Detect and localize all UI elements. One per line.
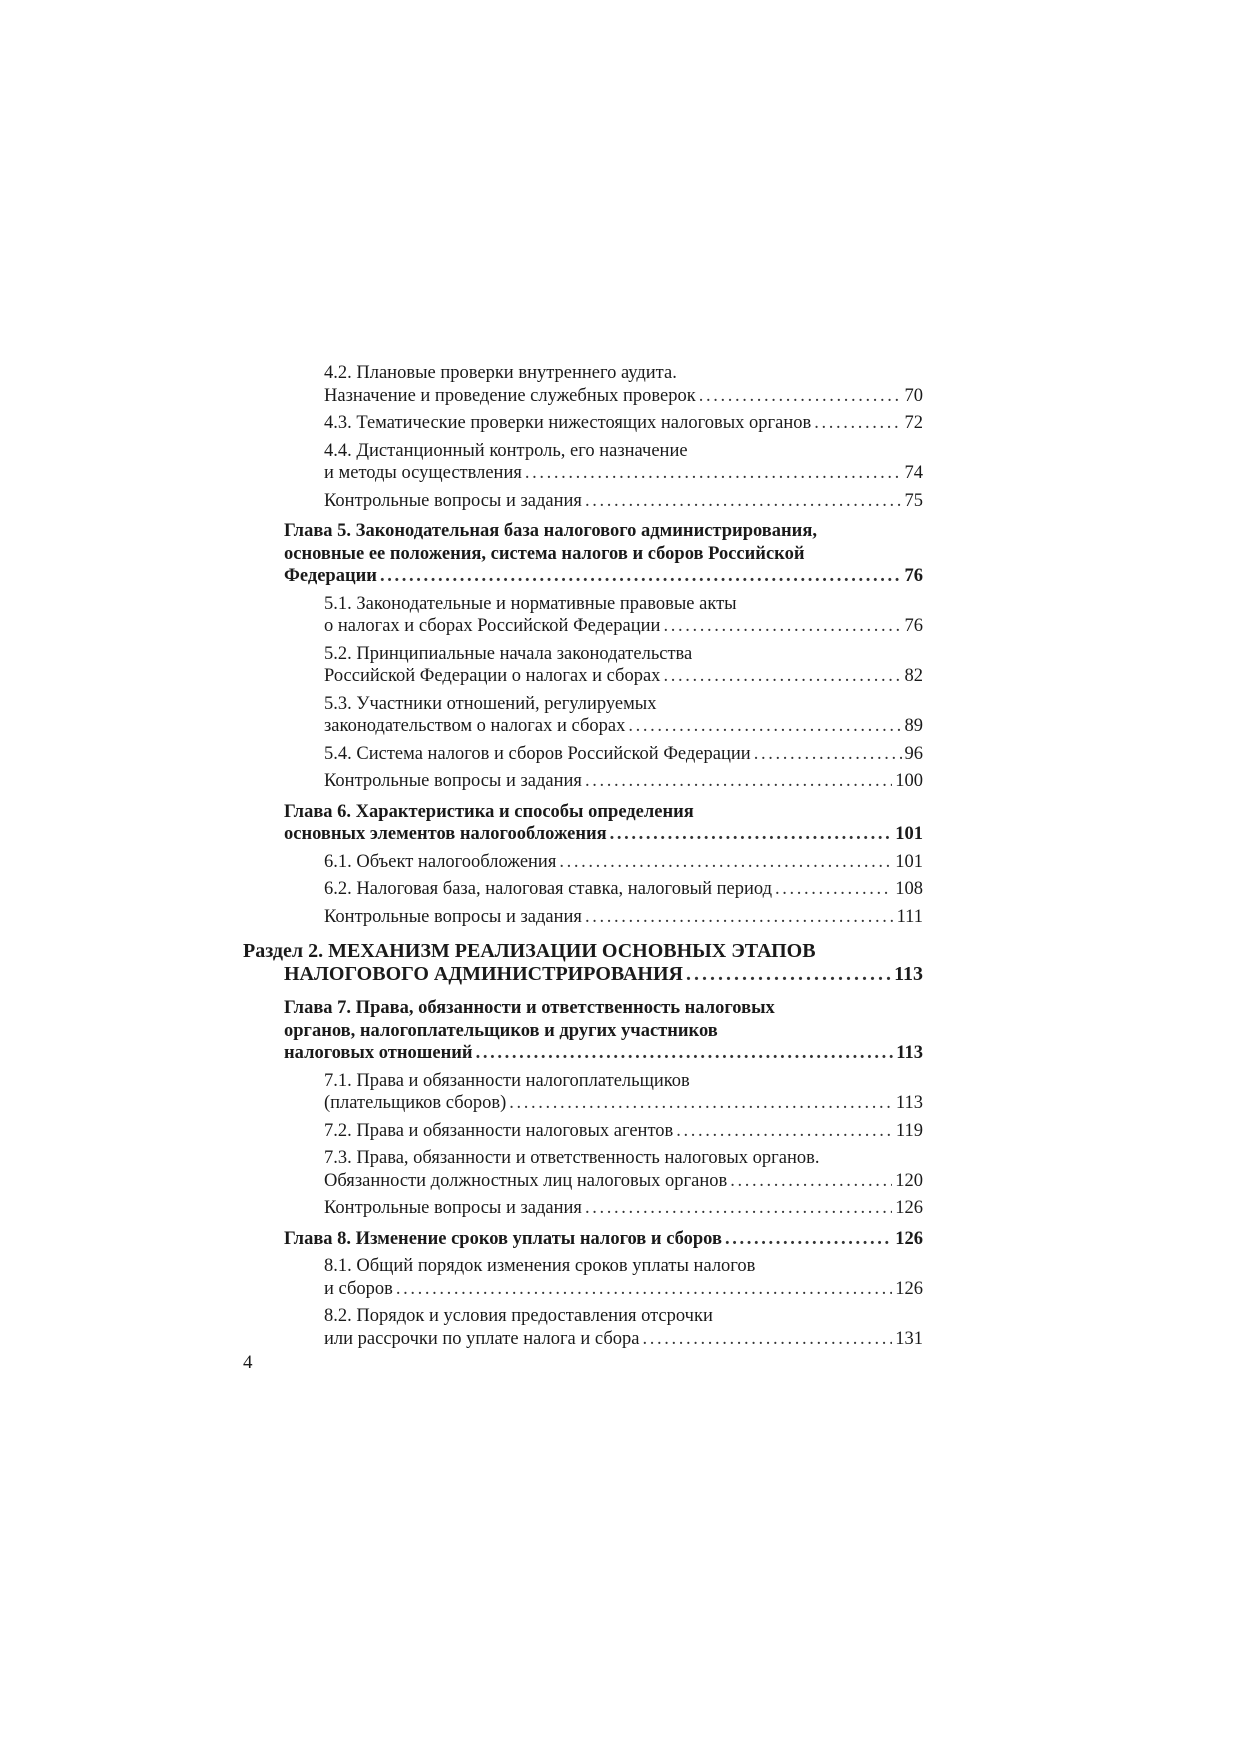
- dot-leader: [814, 412, 901, 435]
- toc-subsection-entry: [324, 1305, 923, 1350]
- toc-entry-last-line: [324, 385, 923, 408]
- toc-entry-last-line: [324, 1197, 923, 1220]
- toc-page-number: 126: [895, 1198, 923, 1218]
- toc-entry-text: законодательством о налогах и сборах: [324, 716, 626, 736]
- toc-chapter-entry: [284, 1228, 923, 1251]
- toc-subsection-entry: [324, 1147, 923, 1192]
- dot-leader: [585, 1197, 892, 1220]
- dot-leader: [754, 743, 902, 766]
- toc-entry-text: 6.1. Объект налогообложения: [324, 851, 557, 872]
- toc-entry-text: Глава 5. Законодательная база налогового администрирования,: [284, 521, 817, 541]
- toc-subsection-entry: [324, 643, 923, 688]
- toc-entry-text: 8.2. Порядок и условия предоставления отсрочки: [324, 1306, 713, 1326]
- toc-page-number: 113: [895, 1093, 923, 1113]
- toc-entry-text: 5.4. Система налогов и сборов Российской Федерации: [324, 743, 751, 764]
- toc-page-number: 131: [895, 1328, 923, 1349]
- toc-entry-last-line: [324, 1120, 923, 1143]
- toc-subsection-entry: [324, 440, 923, 485]
- toc-entry-text: 6.2. Налоговая база, налоговая ставка, налоговый период: [324, 879, 773, 899]
- dot-leader: [663, 665, 901, 688]
- toc-page-number: 113: [894, 962, 923, 985]
- toc-subsection-entry: [324, 878, 923, 901]
- toc-subsection-entry: [324, 743, 923, 766]
- toc-page-number: 113: [896, 1043, 923, 1063]
- toc-subsection-entry: [324, 693, 923, 738]
- toc-entry-text: 7.3. Права, обязанности и ответственность налоговых органов.: [324, 1148, 820, 1168]
- dot-leader: [725, 1228, 892, 1251]
- toc-entry-text: Контрольные вопросы и задания: [324, 771, 582, 791]
- toc-entry-last-line: [324, 462, 923, 485]
- toc-entry-text: Глава 8. Изменение сроков уплаты налогов и сборов: [284, 1228, 722, 1249]
- dot-leader: [585, 906, 894, 929]
- toc-entry-text: Назначение и проведение служебных проверок: [324, 385, 696, 406]
- toc-entry-last-line: [284, 823, 923, 846]
- toc-entry-last-line: [324, 665, 923, 688]
- toc-entry-last-line: [324, 743, 923, 766]
- dot-leader: [699, 385, 902, 408]
- dot-leader: [642, 1328, 892, 1351]
- toc-entry-text: 5.3. Участники отношений, регулируемых: [324, 693, 657, 714]
- toc-entry-text: (плательщиков сборов): [324, 1093, 507, 1113]
- toc-chapter-entry: [284, 997, 923, 1065]
- dot-leader: [585, 490, 902, 513]
- dot-leader: [380, 565, 902, 588]
- toc-entry-text: НАЛОГОВОГО АДМИНИСТРИРОВАНИЯ: [284, 962, 683, 985]
- dot-leader: [559, 851, 892, 874]
- toc-entry-last-line: [284, 1042, 923, 1065]
- dot-leader: [730, 1170, 892, 1193]
- toc-entry-text: налоговых отношений: [284, 1043, 473, 1063]
- dot-leader: [686, 963, 891, 986]
- toc-entry-text: Российской Федерации о налогах и сборах: [324, 666, 661, 686]
- toc-subsection-entry: [324, 906, 923, 929]
- toc-page-number: 101: [895, 824, 923, 844]
- dot-leader: [663, 615, 901, 638]
- page-number: 4: [243, 1352, 253, 1373]
- toc-entry-last-line: [324, 490, 923, 513]
- toc-entry-last-line: [284, 1228, 923, 1251]
- dot-leader: [628, 715, 901, 738]
- toc-page-number: 89: [904, 716, 923, 736]
- toc-page-number: 75: [904, 490, 923, 511]
- toc-entry-text: Глава 7. Права, обязанности и ответственность налоговых: [284, 998, 775, 1018]
- toc-page-number: 96: [904, 743, 923, 764]
- table-of-contents: [243, 362, 923, 1350]
- toc-entry-last-line: [324, 770, 923, 793]
- toc-entry-text: или рассрочки по уплате налога и сбора: [324, 1328, 640, 1349]
- toc-entry-last-line: [324, 412, 923, 435]
- toc-entry-text: Контрольные вопросы и задания: [324, 1198, 582, 1218]
- toc-page-number: 72: [904, 413, 923, 433]
- toc-entry-text: Федерации: [284, 566, 377, 586]
- toc-entry-text: и методы осуществления: [324, 463, 522, 483]
- toc-subsection-entry: [324, 1197, 923, 1220]
- toc-subsection-entry: [324, 851, 923, 874]
- toc-entry-text: 8.1. Общий порядок изменения сроков уплаты налогов: [324, 1256, 756, 1276]
- toc-entry-last-line: [324, 615, 923, 638]
- toc-page-number: 101: [895, 851, 923, 872]
- toc-entry-last-line: [324, 1170, 923, 1193]
- dot-leader: [585, 770, 892, 793]
- toc-entry-text: 4.4. Дистанционный контроль, его назначение: [324, 440, 688, 461]
- toc-subsection-entry: [324, 1255, 923, 1300]
- toc-entry-text: 4.2. Плановые проверки внутреннего аудита.: [324, 363, 677, 383]
- toc-entry-text: Контрольные вопросы и задания: [324, 906, 582, 927]
- toc-entry-text: 4.3. Тематические проверки нижестоящих налоговых органов: [324, 413, 812, 433]
- toc-chapter-entry: [284, 520, 923, 588]
- toc-page-number: 74: [904, 463, 923, 483]
- toc-entry-last-line: [243, 963, 923, 986]
- toc-entry-text: органов, налогоплательщиков и других участников: [284, 1020, 718, 1041]
- toc-section-entry: [243, 940, 923, 985]
- toc-entry-last-line: [324, 906, 923, 929]
- toc-chapter-entry: [284, 801, 923, 846]
- toc-subsection-entry: [324, 362, 923, 407]
- toc-subsection-entry: [324, 770, 923, 793]
- toc-page-number: 111: [896, 906, 923, 927]
- dot-leader: [676, 1120, 893, 1143]
- toc-entry-text: 5.1. Законодательные и нормативные правовые акты: [324, 593, 737, 614]
- toc-entry-last-line: [324, 1328, 923, 1351]
- toc-subsection-entry: [324, 490, 923, 513]
- toc-entry-last-line: [324, 715, 923, 738]
- toc-page-number: 76: [904, 616, 923, 636]
- toc-entry-last-line: [324, 878, 923, 901]
- toc-page-number: 120: [895, 1170, 923, 1191]
- toc-page-number: 82: [904, 666, 923, 686]
- toc-page-number: 70: [904, 385, 923, 406]
- dot-leader: [396, 1278, 892, 1301]
- dot-leader: [775, 878, 892, 901]
- toc-subsection-entry: [324, 593, 923, 638]
- toc-entry-last-line: [324, 1092, 923, 1115]
- toc-entry-text: и сборов: [324, 1278, 393, 1299]
- toc-entry-text: 7.2. Права и обязанности налоговых агентов: [324, 1120, 674, 1141]
- toc-entry-text: Глава 6. Характеристика и способы определения: [284, 801, 694, 822]
- toc-entry-text: 7.1. Права и обязанности налогоплательщиков: [324, 1070, 690, 1091]
- dot-leader: [476, 1042, 894, 1065]
- toc-entry-text: 5.2. Принципиальные начала законодательства: [324, 643, 693, 664]
- toc-page-number: 76: [904, 566, 923, 586]
- toc-entry-text: основные ее положения, система налогов и сборов Российской: [284, 543, 805, 564]
- toc-entry-last-line: [324, 851, 923, 874]
- toc-page-number: 126: [895, 1228, 923, 1249]
- toc-subsection-entry: [324, 1070, 923, 1115]
- toc-entry-last-line: [324, 1278, 923, 1301]
- dot-leader: [509, 1092, 893, 1115]
- toc-page-number: 119: [895, 1120, 923, 1141]
- toc-subsection-entry: [324, 412, 923, 435]
- toc-entry-text: Контрольные вопросы и задания: [324, 490, 582, 511]
- toc-entry-text: Обязанности должностных лиц налоговых органов: [324, 1170, 728, 1191]
- toc-entry-text: основных элементов налогообложения: [284, 824, 607, 844]
- dot-leader: [610, 823, 893, 846]
- toc-page-number: 108: [895, 879, 923, 899]
- toc-entry-last-line: [284, 565, 923, 588]
- toc-page-number: 126: [895, 1278, 923, 1299]
- toc-entry-text: о налогах и сборах Российской Федерации: [324, 616, 661, 636]
- dot-leader: [525, 462, 902, 485]
- toc-page-number: 100: [895, 771, 923, 791]
- toc-entry-text: Раздел 2. МЕХАНИЗМ РЕАЛИЗАЦИИ ОСНОВНЫХ ЭТАПОВ: [243, 940, 816, 962]
- toc-subsection-entry: [324, 1120, 923, 1143]
